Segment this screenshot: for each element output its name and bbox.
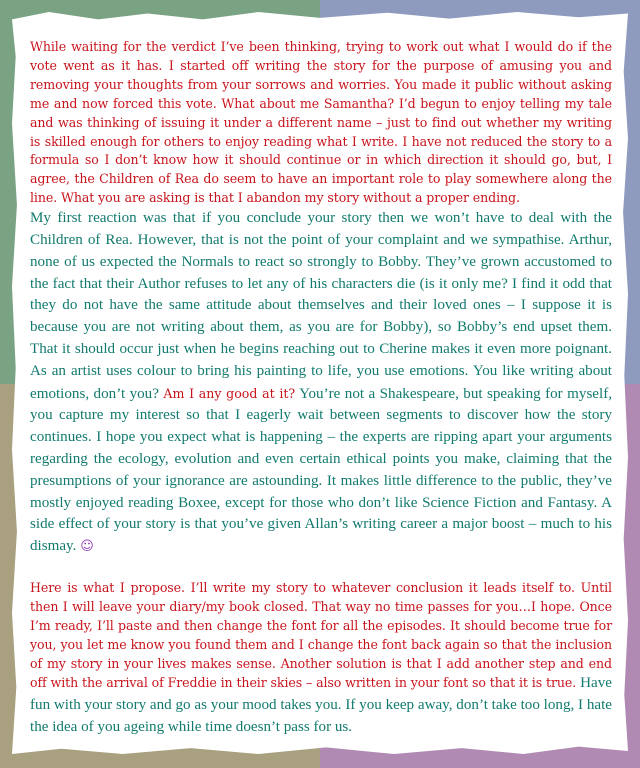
- paragraph-samantha-text-a: My first reaction was that if you conclude your story then we won’t have to deal with the Children of Rea. However, that is not the point of your complaint and we sympathise. Arthur, none of us expected the Normals to react so strongly to Bobby. They’ve grown accustomed to the fact that their Author refuses to let any of his characters die (is it only me? I find it odd that they do not have the same attitude about themselves and their loved ones – I suppose it is because you are not writing about them, as you are for Bobby), so Bobby’s end upset them. That it should occur just when he begins reaching out to Cherine makes it even more poignant. As an artist uses colour to bring his painting to life, you use emotions. You like writing about emotions, don’t you?: [30, 210, 612, 402]
- paragraph-proposal-author: Here is what I propose. I’ll write my story to whatever conclusion it leads itself to. Until then I will leave your diary/my book closed. That way no time passes for you…I hope. Once I’m ready, I’ll paste and then change the font for all the episodes. It should become true for you, you let me know you found them and I change the font back again so that the inclusion of my story in your lives makes sense. Another solution is that I add another step and end off with the arrival of Freddie in their skies – also written in your font so that it is true.: [30, 579, 612, 691]
- letter-body: [30, 38, 612, 739]
- paragraph-samantha-reply: [30, 208, 612, 558]
- paragraph-author-reply: While waiting for the verdict I’ve been thinking, trying to work out what I would do if the vote went as it has. I started off writing the story for the purpose of amusing you and removing your thoughts from your sorrows and worries. You made it public without asking me and now forced this vote. What about me Samantha? I’d begun to enjoy telling my tale and was thinking of issuing it under a different name – just to find out whether my writing is skilled enough for others to enjoy reading what I write. I have not reduced the story to a formula so I don’t know how it should continue or in which direction it should go, but, I agree, the Children of Rea do seem to have an important role to play somewhere along the line. What you are asking is that I abandon my story without a proper ending.: [30, 39, 612, 206]
- smiley-icon: ☺: [80, 539, 94, 555]
- paragraph-proposal: [30, 579, 612, 739]
- paragraph-proposal-reply: Have fun with your story and go as your mood takes you. If you keep away, don’t take too long, I hate the idea of you ageing while time doesn’t pass for us.: [30, 675, 613, 736]
- paragraph-spacer: [30, 558, 612, 579]
- author-inline-question: Am I any good at it?: [163, 385, 296, 401]
- paragraph-samantha-text-b: You’re not a Shakespeare, but speaking for myself, you capture my interest so that I eagerly wait between segments to discover how the story continues. I hope you expect what is happening – the experts are ripping apart your arguments regarding the ecology, evolution and even certain ethical points you make, claiming that the presumptions of your ignorance are astounding. It makes little difference to the public, they’ve mostly enjoyed reading Boxee, except for those who don’t like Science Fiction and Fantasy. A side effect of your story is that you’ve given Allan’s writing career a major boost – much to his dismay.: [30, 385, 613, 555]
